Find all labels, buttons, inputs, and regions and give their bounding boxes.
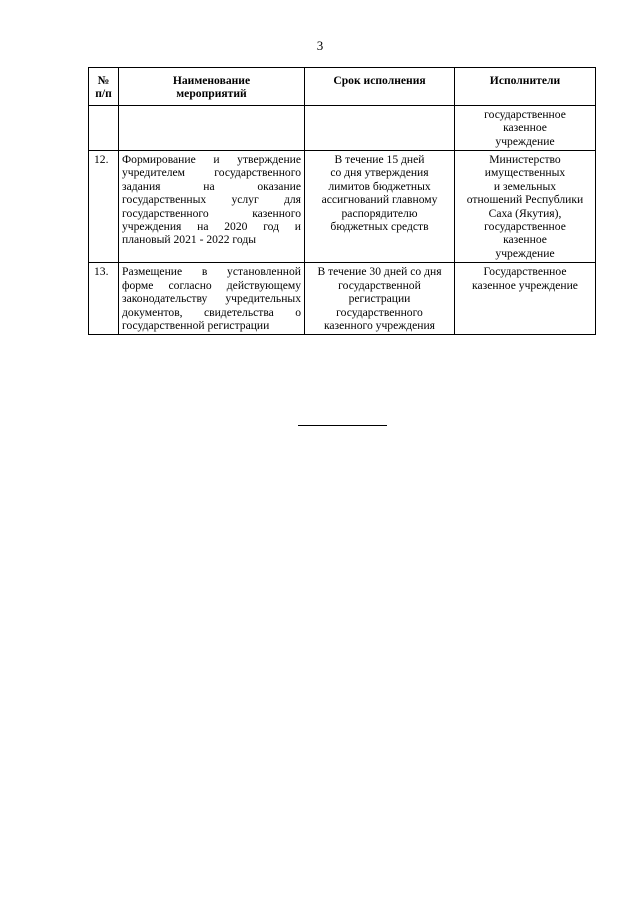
deadline-line: В течение 15 дней [334, 153, 425, 167]
header-name-line2: мероприятий [176, 87, 247, 101]
deadline-line: распорядителю [341, 206, 418, 220]
deadline-line: государственной [338, 278, 421, 292]
deadline-line: бюджетных средств [330, 220, 429, 234]
table-row [89, 263, 596, 335]
row-deadline [305, 151, 455, 263]
executor-line: казенное учреждение [472, 278, 578, 292]
deadline-line: со дня утверждения [330, 166, 429, 180]
activities-table [88, 67, 596, 335]
table-row [89, 105, 596, 150]
row-activity-name: Размещение в установленной форме согласно действующему законодательству учредительных документов, свидетельства о государственной регистрации [119, 263, 305, 335]
row-executors [455, 263, 596, 335]
header-number [89, 68, 119, 106]
deadline-line: В течение 30 дней со дня [317, 265, 442, 279]
executor-line: казенное [503, 121, 547, 135]
row-activity-name [119, 105, 305, 150]
executor-line: отношений Республики [466, 193, 584, 207]
executor-line: учреждение [495, 134, 555, 148]
header-executors: Исполнители [455, 68, 596, 106]
header-number-line1: № [97, 74, 110, 87]
deadline-line: регистрации [348, 292, 411, 306]
executor-line: имущественных [484, 166, 566, 180]
table-body [89, 105, 596, 335]
table-row [89, 151, 596, 263]
executor-line: Государственное [483, 265, 567, 279]
row-executors [455, 151, 596, 263]
row-activity-name: Формирование и утверждение учредителем государственного задания на оказание государственных услуг для государственного казенного учреждения на 2020 год и плановый 2021 - 2022 годы [119, 151, 305, 263]
row-number [89, 105, 119, 150]
executor-line: казенное [503, 233, 547, 247]
row-number: 12. [89, 151, 119, 263]
table-header-row [89, 68, 596, 106]
header-name [119, 68, 305, 106]
header-name-line1: Наименование [172, 74, 251, 87]
executor-line: и земельных [493, 179, 557, 193]
header-number-line2: п/п [95, 87, 112, 101]
executor-line: государственное [484, 220, 566, 234]
header-deadline: Срок исполнения [305, 68, 455, 106]
executor-line: государственное [484, 107, 566, 121]
closing-rule [298, 425, 387, 426]
row-executors [455, 105, 596, 150]
deadline-line: государственного [336, 305, 423, 319]
deadline-line: ассигнований главному [321, 193, 438, 207]
deadline-line: лимитов бюджетных [328, 179, 431, 193]
executor-line: Саха (Якутия), [488, 206, 562, 220]
executor-line: Министерство [489, 153, 561, 167]
row-number: 13. [89, 263, 119, 335]
deadline-line: казенного учреждения [323, 318, 436, 332]
row-deadline [305, 105, 455, 150]
row-deadline [305, 263, 455, 335]
executor-line: учреждение [495, 246, 555, 260]
page-number: 3 [316, 38, 324, 53]
